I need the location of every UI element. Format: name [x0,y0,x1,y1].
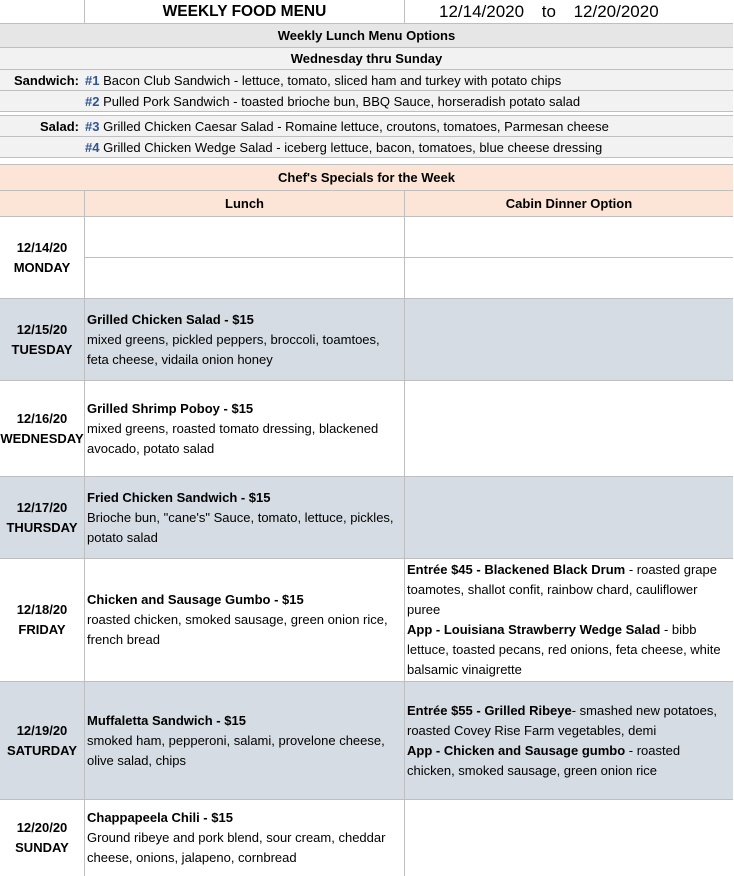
menu-title: WEEKLY FOOD MENU [85,0,405,23]
dinner-entree-description: - roasted grape toamotes, shallot confit, rainbow chard, cauliflower puree [407,562,717,617]
day-row-wednesday [0,381,733,477]
option-text: Grilled Chicken Wedge Salad - iceberg lettuce, bacon, tomatoes, blue cheese dressing [103,140,603,155]
lunch-special-title: Fried Chicken Sandwich - $15 [87,489,271,505]
day-date: 12/15/20 [16,321,68,337]
lunch-special-title: Grilled Chicken Salad - $15 [87,311,254,327]
lunch-options-title: Weekly Lunch Menu Options [0,24,733,48]
lunch-column-header: Lunch [85,191,405,216]
header-blank-cell [0,0,85,23]
dinner-appetizer [407,620,731,680]
dinner-entree-title: Entrée $55 - Grilled Ribeye [407,702,572,718]
lunch-option-1 [0,70,733,91]
lunch-special-description: roasted chicken, smoked sausage, green onion rice, french bread [87,612,388,647]
day-row-saturday [0,682,733,800]
day-cell [0,800,85,876]
option-number: #4 [85,140,100,155]
day-name: FRIDAY [18,622,66,637]
option-text: Bacon Club Sandwich - lettuce, tomato, sliced ham and turkey with potato chips [103,73,562,88]
day-name: THURSDAY [6,519,78,535]
dinner-cell [405,559,733,681]
dinner-cell [405,217,733,298]
option-category-label: Salad: [39,119,79,134]
day-name: SUNDAY [15,840,69,855]
dinner-entree-title: Entrée $45 - Blackened Black Drum [407,562,626,577]
day-date: 12/17/20 [16,499,68,515]
lunch-cell [85,477,405,558]
day-date: 12/14/20 [16,239,68,255]
lunch-special-description: mixed greens, roasted tomato dressing, blackened avocado, potato salad [87,420,379,456]
lunch-cell [85,381,405,476]
option-category-label [0,91,85,111]
lunch-special-description: Ground ribeye and pork blend, sour cream, cheddar cheese, onions, jalapeno, cornbread [87,830,386,865]
divider [0,158,733,165]
lunch-option-4 [0,137,733,158]
lunch-cell [85,299,405,380]
dinner-column-header: Cabin Dinner Option [505,196,633,211]
lunch-special-description: Brioche bun, "cane's" Sauce, tomato, lettuce, pickles, potato salad [87,509,394,545]
option-number: #2 [85,94,100,109]
specials-title: Chef's Specials for the Week [0,165,733,191]
dinner-cell [405,800,733,876]
dinner-cell [405,299,733,380]
start-date: 12/14/2020 [439,1,525,21]
day-date: 12/18/20 [16,602,68,617]
day-row-monday [0,217,733,299]
option-category-label: Sandwich: [13,73,79,88]
dinner-appetizer-description: - bibb lettuce, toasted pecans, red onions, feta cheese, white balsamic vinaigrette [407,622,721,677]
lunch-special-title: Muffaletta Sandwich - $15 [87,712,246,728]
dinner-appetizer-title: App - Louisiana Strawberry Wedge Salad [407,622,661,637]
end-date: 12/20/2020 [573,1,659,21]
day-cell [0,299,85,380]
day-name: SATURDAY [6,742,78,758]
dinner-entree [407,701,731,741]
option-number: #3 [85,119,100,134]
lunch-cell [85,217,405,298]
option-text: Pulled Pork Sandwich - toasted brioche bun, BBQ Sauce, horseradish potato salad [103,94,581,109]
lunch-special-title: Chicken and Sausage Gumbo - $15 [87,592,304,607]
dinner-cell [405,477,733,558]
date-range [405,0,733,24]
day-row-thursday [0,477,733,559]
lunch-special-title: Grilled Shrimp Poboy - $15 [87,400,254,416]
date-to: to [541,1,556,21]
day-row-sunday [0,800,733,876]
option-number: #1 [85,73,100,88]
lunch-cell [85,682,405,799]
day-date: 12/20/20 [16,820,68,835]
day-cell [0,559,85,681]
dinner-appetizer-title: App - Chicken and Sausage gumbo [407,742,626,758]
day-name: TUESDAY [11,341,73,357]
day-cell [0,682,85,799]
lunch-option-3 [0,116,733,137]
dinner-cell [405,682,733,799]
day-date: 12/16/20 [16,410,68,426]
blank-header-cell [0,191,85,216]
lunch-cell [85,800,405,876]
dinner-entree [407,560,731,620]
lunch-special-description: mixed greens, pickled peppers, broccoli, toamtoes, feta cheese, vidaila onion honey [87,331,380,367]
day-row-tuesday [0,299,733,381]
lunch-special-description: smoked ham, pepperoni, salami, provelone cheese, olive salad, chips [87,732,385,768]
day-cell [0,217,85,298]
option-text: Grilled Chicken Caesar Salad - Romaine lettuce, croutons, tomatoes, Parmesan cheese [103,119,609,134]
day-cell [0,381,85,476]
dinner-cell [405,381,733,476]
day-date: 12/19/20 [16,722,68,738]
lunch-cell [85,559,405,681]
day-name: MONDAY [13,259,71,275]
day-row-friday [0,559,733,682]
dinner-appetizer-description: - roasted chicken, smoked sausage, green onion rice [407,742,681,778]
day-cell [0,477,85,558]
dinner-entree-description: - smashed new potatoes, roasted Covey Rise Farm vegetables, demi [407,702,717,738]
dinner-appetizer [407,741,731,781]
option-category-label [0,137,85,157]
specials-column-header [0,191,733,217]
lunch-special-title: Chappapeela Chili - $15 [87,810,233,825]
day-name: WEDNESDAY [0,430,84,446]
lunch-options-days: Wednesday thru Sunday [0,48,733,70]
header-row [0,0,733,24]
lunch-option-2 [0,91,733,112]
